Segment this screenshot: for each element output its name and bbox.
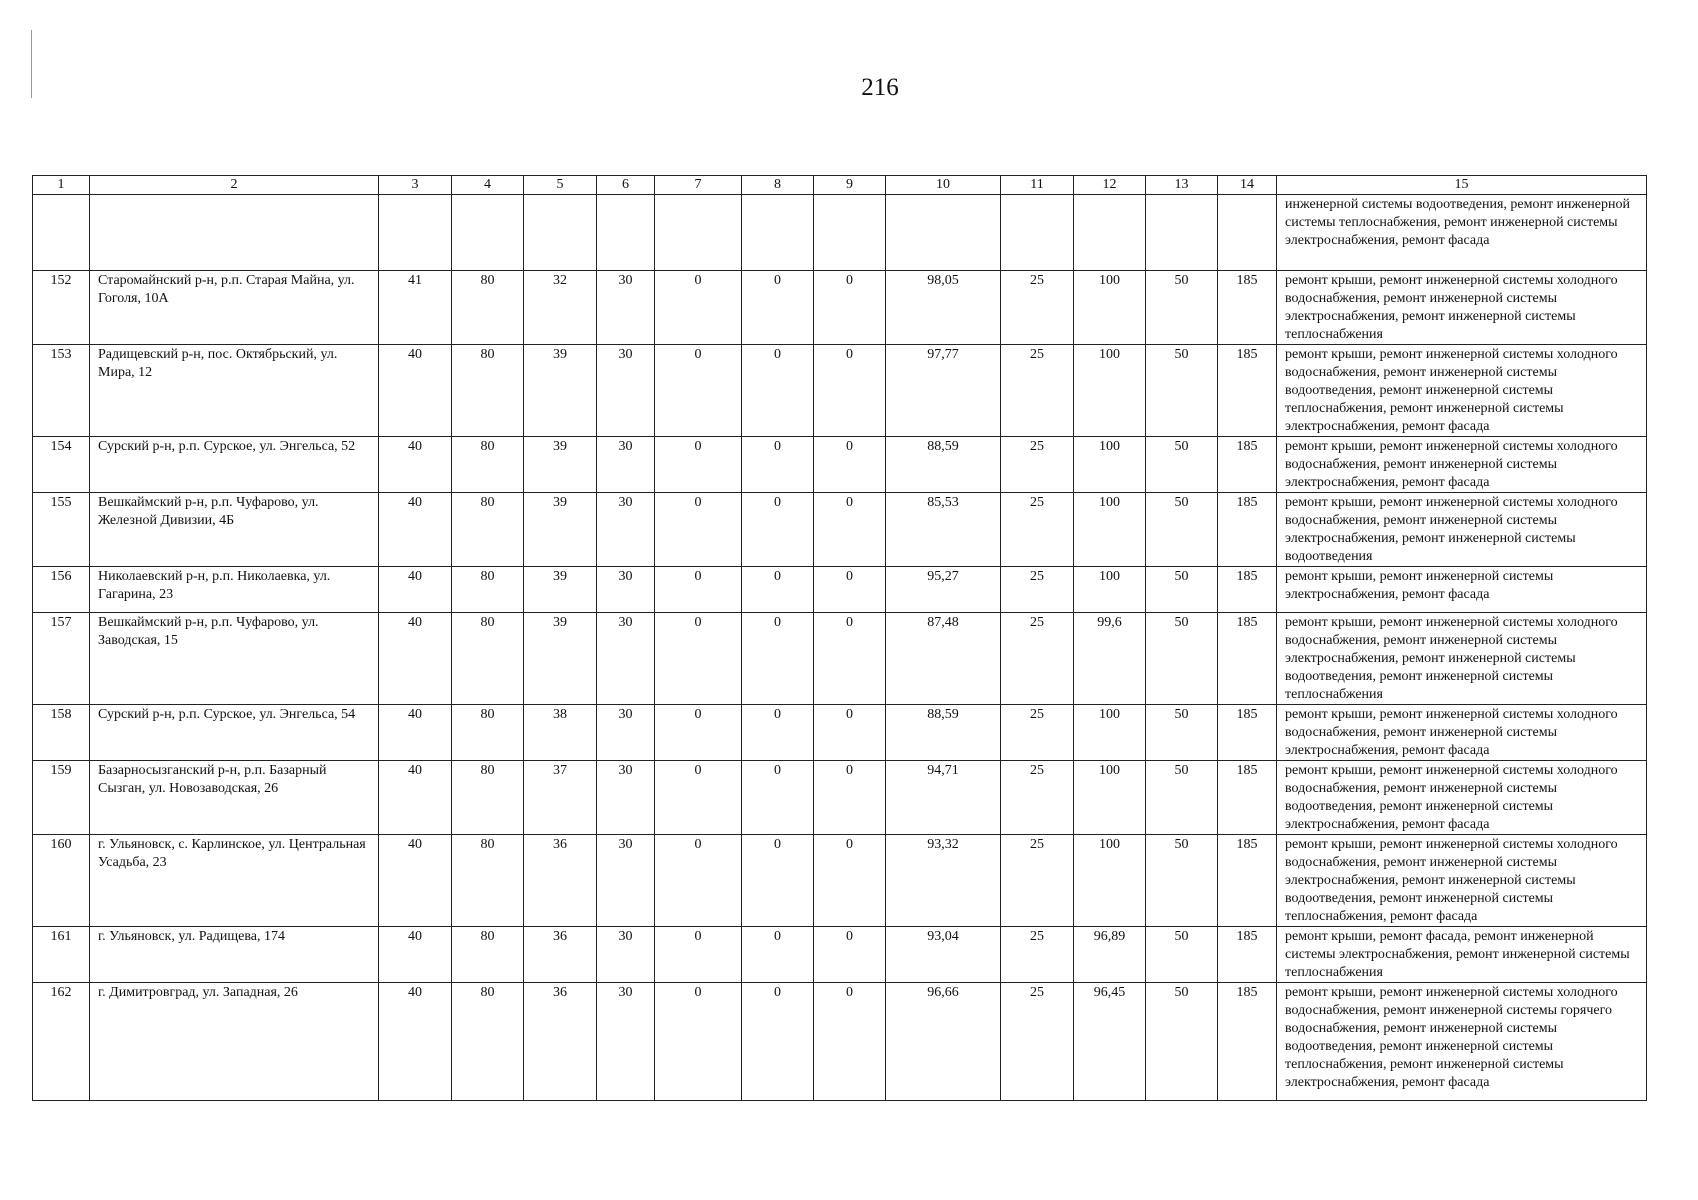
value-cell: 100 [1074,567,1146,613]
row-number: 162 [33,983,90,1101]
value-cell: 40 [379,437,452,493]
value-cell: 0 [814,705,886,761]
value-cell: 30 [597,493,655,567]
row-number: 156 [33,567,90,613]
value-cell: 80 [452,835,524,927]
value-cell: 41 [379,271,452,345]
works-cell: ремонт крыши, ремонт инженерной системы холодного водоснабжения, ремонт инженерной системы электроснабжения, ремонт инженерной системы водоотведения, ремонт инженерной системы теплоснабжения [1277,613,1647,705]
value-cell: 40 [379,835,452,927]
column-header: 4 [452,176,524,195]
table-row [33,271,1647,345]
value-cell: 40 [379,493,452,567]
value-cell: 100 [1074,345,1146,437]
value-cell: 50 [1146,345,1218,437]
value-cell [379,195,452,271]
value-cell: 88,59 [886,705,1001,761]
column-header: 3 [379,176,452,195]
value-cell: 0 [742,567,814,613]
address-cell: Сурский р-н, р.п. Сурское, ул. Энгельса, 54 [90,705,379,761]
value-cell [655,195,742,271]
column-header: 12 [1074,176,1146,195]
value-cell: 25 [1001,927,1074,983]
value-cell: 30 [597,835,655,927]
value-cell: 80 [452,345,524,437]
row-number: 155 [33,493,90,567]
value-cell: 96,89 [1074,927,1146,983]
row-number: 158 [33,705,90,761]
address-cell: г. Димитровград, ул. Западная, 26 [90,983,379,1101]
value-cell: 80 [452,927,524,983]
value-cell: 50 [1146,271,1218,345]
value-cell: 0 [814,345,886,437]
value-cell: 97,77 [886,345,1001,437]
works-cell: ремонт крыши, ремонт инженерной системы холодного водоснабжения, ремонт инженерной системы водоотведения, ремонт инженерной системы теплоснабжения, ремонт инженерной системы электроснабжения, ремонт фасада [1277,345,1647,437]
value-cell: 80 [452,613,524,705]
value-cell: 99,6 [1074,613,1146,705]
works-cell: ремонт крыши, ремонт инженерной системы холодного водоснабжения, ремонт инженерной системы электроснабжения, ремонт инженерной системы водоотведения, ремонт инженерной системы теплоснабжения, ремонт фасада [1277,835,1647,927]
value-cell: 30 [597,437,655,493]
works-cell: ремонт крыши, ремонт инженерной системы холодного водоснабжения, ремонт инженерной системы электроснабжения, ремонт фасада [1277,437,1647,493]
value-cell: 39 [524,345,597,437]
value-cell [1001,195,1074,271]
column-header: 8 [742,176,814,195]
row-number [33,195,90,271]
row-number: 157 [33,613,90,705]
value-cell: 32 [524,271,597,345]
value-cell: 40 [379,927,452,983]
table-row [33,345,1647,437]
value-cell: 100 [1074,705,1146,761]
table-row [33,195,1647,271]
works-cell: ремонт крыши, ремонт инженерной системы холодного водоснабжения, ремонт инженерной системы электроснабжения, ремонт фасада [1277,705,1647,761]
value-cell: 25 [1001,567,1074,613]
address-cell [90,195,379,271]
column-header: 1 [33,176,90,195]
table-row [33,567,1647,613]
address-cell: г. Ульяновск, ул. Радищева, 174 [90,927,379,983]
value-cell: 0 [655,927,742,983]
value-cell: 80 [452,493,524,567]
value-cell [1074,195,1146,271]
value-cell: 40 [379,567,452,613]
value-cell: 96,66 [886,983,1001,1101]
value-cell: 80 [452,437,524,493]
value-cell: 95,27 [886,567,1001,613]
value-cell: 30 [597,271,655,345]
repair-program-table [32,175,1647,1101]
value-cell: 50 [1146,437,1218,493]
value-cell: 30 [597,613,655,705]
value-cell: 185 [1218,345,1277,437]
value-cell: 185 [1218,493,1277,567]
row-number: 152 [33,271,90,345]
value-cell: 0 [814,437,886,493]
row-number: 154 [33,437,90,493]
header-row [33,176,1647,195]
value-cell: 0 [655,835,742,927]
value-cell: 0 [742,493,814,567]
value-cell: 88,59 [886,437,1001,493]
value-cell: 0 [742,437,814,493]
column-header: 2 [90,176,379,195]
works-cell: инженерной системы водоотведения, ремонт инженерной системы теплоснабжения, ремонт инженерной системы электроснабжения, ремонт фасада [1277,195,1647,271]
value-cell: 0 [655,983,742,1101]
value-cell: 50 [1146,761,1218,835]
value-cell: 40 [379,983,452,1101]
value-cell: 50 [1146,613,1218,705]
value-cell: 0 [814,835,886,927]
value-cell: 0 [742,705,814,761]
value-cell: 25 [1001,705,1074,761]
value-cell: 40 [379,345,452,437]
value-cell: 94,71 [886,761,1001,835]
address-cell: Николаевский р-н, р.п. Николаевка, ул. Гагарина, 23 [90,567,379,613]
value-cell: 93,32 [886,835,1001,927]
value-cell: 0 [814,613,886,705]
value-cell: 80 [452,567,524,613]
value-cell: 100 [1074,835,1146,927]
value-cell: 36 [524,835,597,927]
column-header: 13 [1146,176,1218,195]
value-cell: 0 [655,705,742,761]
table-container [32,175,1646,1101]
column-header: 14 [1218,176,1277,195]
value-cell: 25 [1001,345,1074,437]
value-cell [452,195,524,271]
value-cell: 0 [742,983,814,1101]
value-cell: 87,48 [886,613,1001,705]
value-cell: 50 [1146,705,1218,761]
value-cell: 40 [379,761,452,835]
address-cell: Радищевский р-н, пос. Октябрьский, ул. Мира, 12 [90,345,379,437]
column-header: 6 [597,176,655,195]
address-cell: Вешкаймский р-н, р.п. Чуфарово, ул. Заводская, 15 [90,613,379,705]
value-cell: 0 [655,345,742,437]
value-cell: 0 [655,567,742,613]
value-cell: 80 [452,271,524,345]
value-cell: 185 [1218,927,1277,983]
table-row [33,835,1647,927]
value-cell: 30 [597,345,655,437]
value-cell: 185 [1218,613,1277,705]
value-cell: 50 [1146,835,1218,927]
table-row [33,761,1647,835]
value-cell: 0 [742,761,814,835]
value-cell: 93,04 [886,927,1001,983]
value-cell: 50 [1146,927,1218,983]
works-cell: ремонт крыши, ремонт инженерной системы холодного водоснабжения, ремонт инженерной системы электроснабжения, ремонт инженерной системы теплоснабжения [1277,271,1647,345]
column-header: 11 [1001,176,1074,195]
value-cell: 25 [1001,493,1074,567]
value-cell: 0 [742,271,814,345]
row-number: 161 [33,927,90,983]
row-number: 160 [33,835,90,927]
value-cell: 30 [597,567,655,613]
value-cell: 36 [524,983,597,1101]
value-cell: 0 [814,493,886,567]
value-cell: 0 [814,927,886,983]
value-cell [814,195,886,271]
value-cell: 25 [1001,983,1074,1101]
value-cell: 30 [597,983,655,1101]
value-cell: 185 [1218,437,1277,493]
value-cell: 0 [742,927,814,983]
value-cell: 40 [379,613,452,705]
works-cell: ремонт крыши, ремонт фасада, ремонт инженерной системы электроснабжения, ремонт инженерной системы теплоснабжения [1277,927,1647,983]
address-cell: Сурский р-н, р.п. Сурское, ул. Энгельса, 52 [90,437,379,493]
value-cell: 100 [1074,437,1146,493]
value-cell: 25 [1001,613,1074,705]
value-cell: 185 [1218,567,1277,613]
table-row [33,927,1647,983]
value-cell: 39 [524,613,597,705]
value-cell: 100 [1074,271,1146,345]
value-cell: 0 [742,835,814,927]
value-cell: 185 [1218,983,1277,1101]
column-header: 9 [814,176,886,195]
table-body [33,195,1647,1101]
value-cell: 98,05 [886,271,1001,345]
value-cell: 0 [655,437,742,493]
value-cell: 39 [524,437,597,493]
value-cell: 185 [1218,761,1277,835]
value-cell: 96,45 [1074,983,1146,1101]
table-row [33,613,1647,705]
value-cell: 38 [524,705,597,761]
value-cell: 0 [814,983,886,1101]
value-cell: 80 [452,705,524,761]
works-cell: ремонт крыши, ремонт инженерной системы холодного водоснабжения, ремонт инженерной системы горячего водоснабжения, ремонт инженерной системы водоотведения, ремонт инженерной системы теплоснабжения, ремонт инженерной системы электроснабжения, ремонт фасада [1277,983,1647,1101]
value-cell: 25 [1001,437,1074,493]
address-cell: Базарносызганский р-н, р.п. Базарный Сызган, ул. Новозаводская, 26 [90,761,379,835]
column-header: 15 [1277,176,1647,195]
works-cell: ремонт крыши, ремонт инженерной системы холодного водоснабжения, ремонт инженерной системы электроснабжения, ремонт инженерной системы водоотведения [1277,493,1647,567]
value-cell: 100 [1074,761,1146,835]
value-cell: 0 [814,271,886,345]
value-cell: 25 [1001,835,1074,927]
value-cell [524,195,597,271]
address-cell: Вешкаймский р-н, р.п. Чуфарово, ул. Железной Дивизии, 4Б [90,493,379,567]
page-number: 216 [861,74,899,101]
value-cell: 100 [1074,493,1146,567]
value-cell [597,195,655,271]
value-cell: 185 [1218,835,1277,927]
column-header: 5 [524,176,597,195]
value-cell: 0 [742,345,814,437]
row-number: 159 [33,761,90,835]
value-cell [742,195,814,271]
value-cell: 0 [814,567,886,613]
value-cell: 80 [452,983,524,1101]
value-cell: 0 [655,271,742,345]
value-cell: 0 [655,493,742,567]
table-row [33,437,1647,493]
value-cell: 25 [1001,761,1074,835]
address-cell: г. Ульяновск, с. Карлинское, ул. Центральная Усадьба, 23 [90,835,379,927]
value-cell [1146,195,1218,271]
value-cell: 25 [1001,271,1074,345]
works-cell: ремонт крыши, ремонт инженерной системы холодного водоснабжения, ремонт инженерной системы водоотведения, ремонт инженерной системы электроснабжения, ремонт фасада [1277,761,1647,835]
value-cell: 0 [655,613,742,705]
value-cell: 185 [1218,705,1277,761]
table-row [33,493,1647,567]
value-cell: 30 [597,927,655,983]
table-row [33,983,1647,1101]
value-cell: 50 [1146,567,1218,613]
value-cell [1218,195,1277,271]
value-cell: 39 [524,567,597,613]
value-cell: 40 [379,705,452,761]
value-cell: 39 [524,493,597,567]
address-cell: Старомайнский р-н, р.п. Старая Майна, ул. Гоголя, 10А [90,271,379,345]
value-cell: 30 [597,705,655,761]
value-cell: 185 [1218,271,1277,345]
value-cell: 50 [1146,983,1218,1101]
value-cell: 0 [814,761,886,835]
value-cell: 37 [524,761,597,835]
column-header: 7 [655,176,742,195]
value-cell: 36 [524,927,597,983]
value-cell: 0 [655,761,742,835]
value-cell: 50 [1146,493,1218,567]
table-row [33,705,1647,761]
value-cell [886,195,1001,271]
works-cell: ремонт крыши, ремонт инженерной системы электроснабжения, ремонт фасада [1277,567,1647,613]
row-number: 153 [33,345,90,437]
value-cell: 0 [742,613,814,705]
value-cell: 30 [597,761,655,835]
value-cell: 80 [452,761,524,835]
value-cell: 85,53 [886,493,1001,567]
column-header: 10 [886,176,1001,195]
